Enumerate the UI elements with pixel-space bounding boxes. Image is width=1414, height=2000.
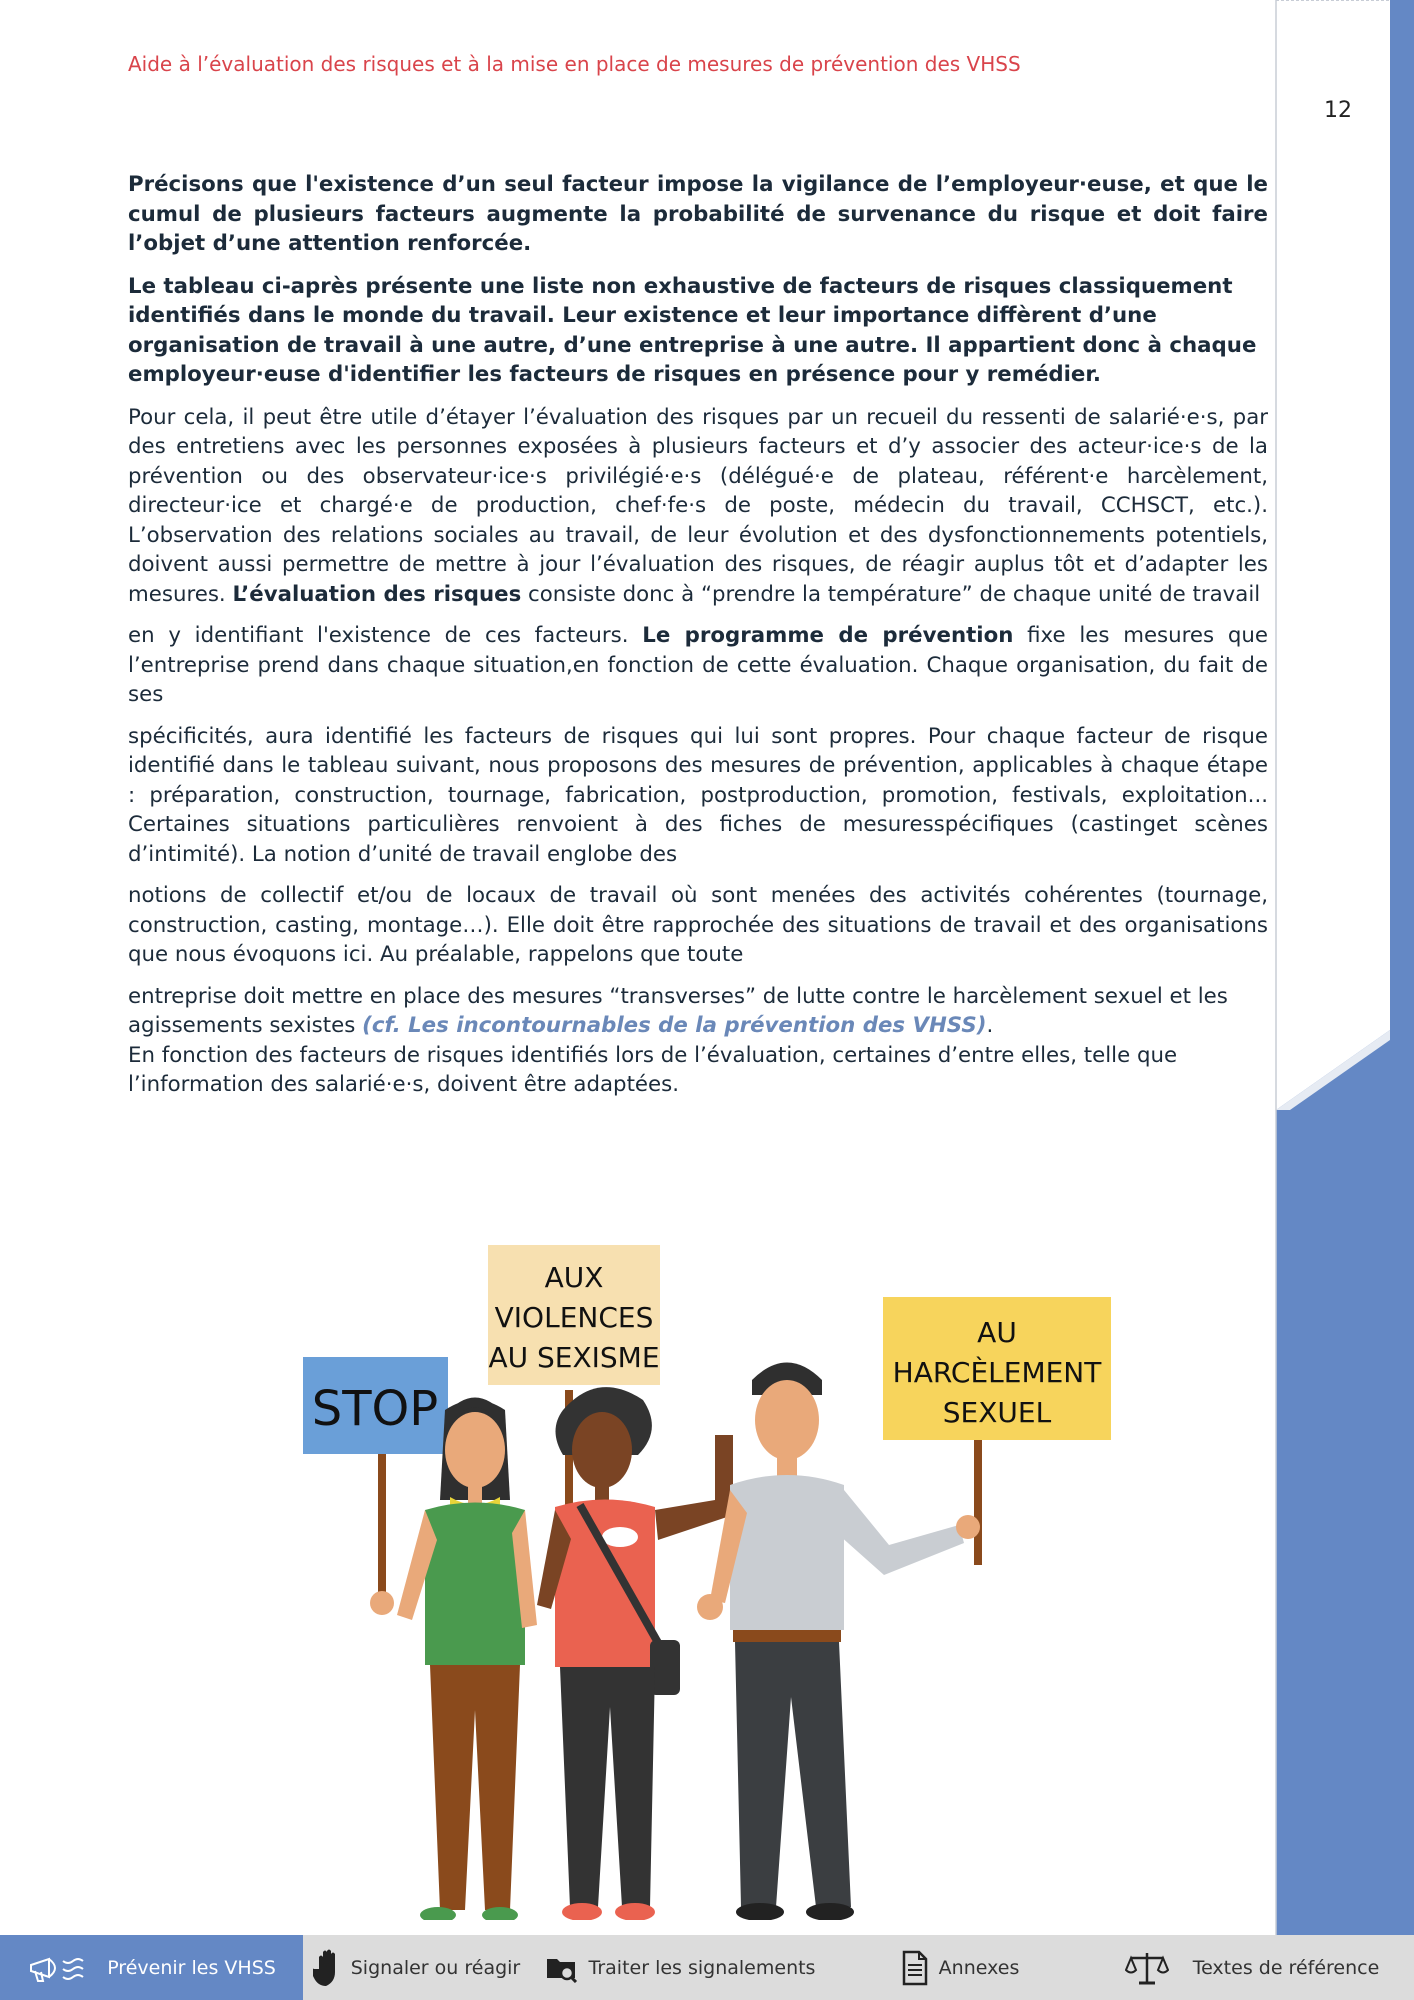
sign-harcelement: [883, 1297, 1111, 1565]
hand-stop-icon: [313, 1949, 341, 1987]
text-segment: en y identifiant l'existence de ces facteurs.: [128, 623, 629, 648]
paragraph-programme: [128, 621, 1268, 710]
body-text: [128, 170, 1268, 1113]
nav-label: Traiter les signalements: [588, 1956, 816, 1979]
bold-term-programme: Le programme de prévention: [642, 623, 1014, 648]
paragraph-specificites: spécificités, aura identifié les facteurs de risques qui lui sont propres. Pour chaque facteur de risque identifié dans le tableau suivant, nous proposons des mesures de prévention, applicables à chaque étape : préparation, construction, tournage, fabrication, postproduction, promotion, festivals, exploitation... Certaines situations particulières renvoient à des fiches de mesuresspécifiques (castinget scènes d’intimité). La notion d’unité de travail englobe des: [128, 723, 1268, 867]
scales-icon: [1125, 1950, 1169, 1986]
paragraph-adaptation: En fonction des facteurs de risques identifiés lors de l’évaluation, certaines d’entre elles, telle que l’information des salarié·e·s, doivent être adaptées.: [128, 1042, 1178, 1097]
text-segment: fixe les mesures que l’entreprise prend dans chaque situation,en fonction de cette évaluation. Chaque organisation, du fait de ses: [128, 623, 1268, 707]
sign-stop-text: STOP: [311, 1381, 439, 1437]
person-right: [697, 1363, 980, 1921]
link-incontournables[interactable]: (cf. Les incontournables de la prévention des VHSS): [362, 1013, 987, 1038]
text-segment: entreprise doit mettre en place des mesures “transverses” de lutte contre le harcèlement sexuel et les agissements sexistes: [128, 983, 1228, 1038]
document-icon: [901, 1950, 929, 1986]
nav-annexes[interactable]: [830, 1935, 1090, 2000]
nav-label: Annexes: [938, 1956, 1020, 1979]
paragraph-vigilance: Précisons que l'existence d’un seul facteur impose la vigilance de l’employeur·euse, et que le cumul de plusieurs facteurs augmente la probabilité de survenance du risque et doit faire l’objet d’une attention renforcée.: [128, 172, 1268, 256]
nav-prevenir-vhss[interactable]: [0, 1935, 303, 2000]
folder-search-icon: [545, 1953, 579, 1983]
footer-nav: [0, 1935, 1414, 2000]
person-left: [370, 1398, 537, 1921]
paragraph-tableau: Le tableau ci-après présente une liste non exhaustive de facteurs de risques classiquement identifiés dans le monde du travail. Leur existence et leur importance diffèrent d’une organisation de travail à une autre, d’une entreprise à une autre. Il appartient donc à chaque employeur·euse d'identifier les facteurs de risques en présence pour y remédier.: [128, 273, 1257, 387]
nav-textes-reference[interactable]: [1090, 1935, 1414, 2000]
text-segment: Pour cela, il peut être utile d’étayer l’évaluation des risques par un recueil du ressenti de salarié·e·s, par des entretiens avec les personnes exposées à plusieurs facteurs et d’y associer des acteur·ice·s de la prévention ou des observateur·ice·s privilégié·e·s (délégué·e de plateau, référent·e harcèlement, directeur·ice et chargé·e de production, chef·fe·s de poste, médecin du travail, CCHSCT, etc.). L’observation des relations sociales au travail, de leur évolution et des dysfonctionnements potentiels, doivent aussi permettre de mettre à jour l’évaluation des risques, de réagir auplus tôt et d’adapter les mesures.: [128, 404, 1268, 607]
text-segment: consiste donc à “prendre la température” de chaque unité de travail: [528, 581, 1261, 607]
bold-term-evaluation: L’évaluation des risques: [232, 581, 522, 607]
nav-signaler-reagir[interactable]: [303, 1935, 530, 2000]
nav-label: Prévenir les VHSS: [107, 1956, 276, 1979]
sign-harcelement-line1: AU: [977, 1316, 1017, 1349]
nav-label: Signaler ou réagir: [350, 1956, 521, 1979]
megaphone-icon: [27, 1951, 97, 1985]
sign-harcelement-line3: SEXUEL: [942, 1396, 1052, 1429]
sign-violences-line1: AUX: [544, 1261, 604, 1294]
paragraph-unite-travail: notions de collectif et/ou de locaux de travail où sont menées des activités cohérentes (tournage, construction, casting, montage…). Elle doit être rapprochée des situations de travail et des organisations que nous évoquons ici. Au préalable, rappelons que toute: [128, 883, 1268, 967]
nav-traiter-signalements[interactable]: [530, 1935, 830, 2000]
nav-label: Textes de référence: [1192, 1956, 1380, 1979]
protest-illustration: [290, 1235, 1120, 1920]
text-segment: .: [986, 1013, 994, 1038]
page-number: 12: [1324, 98, 1352, 123]
sign-violences-line2: VIOLENCES: [494, 1301, 654, 1334]
sign-violences-line3: AU SEXISME: [488, 1341, 660, 1374]
running-header: Aide à l’évaluation des risques et à la mise en place de mesures de prévention des VHSS: [128, 52, 1021, 76]
paragraph-mesures-transverses: [128, 982, 1268, 1041]
paragraph-evaluation: [128, 403, 1268, 610]
sign-harcelement-line2: HARCÈLEMENT: [892, 1356, 1102, 1389]
